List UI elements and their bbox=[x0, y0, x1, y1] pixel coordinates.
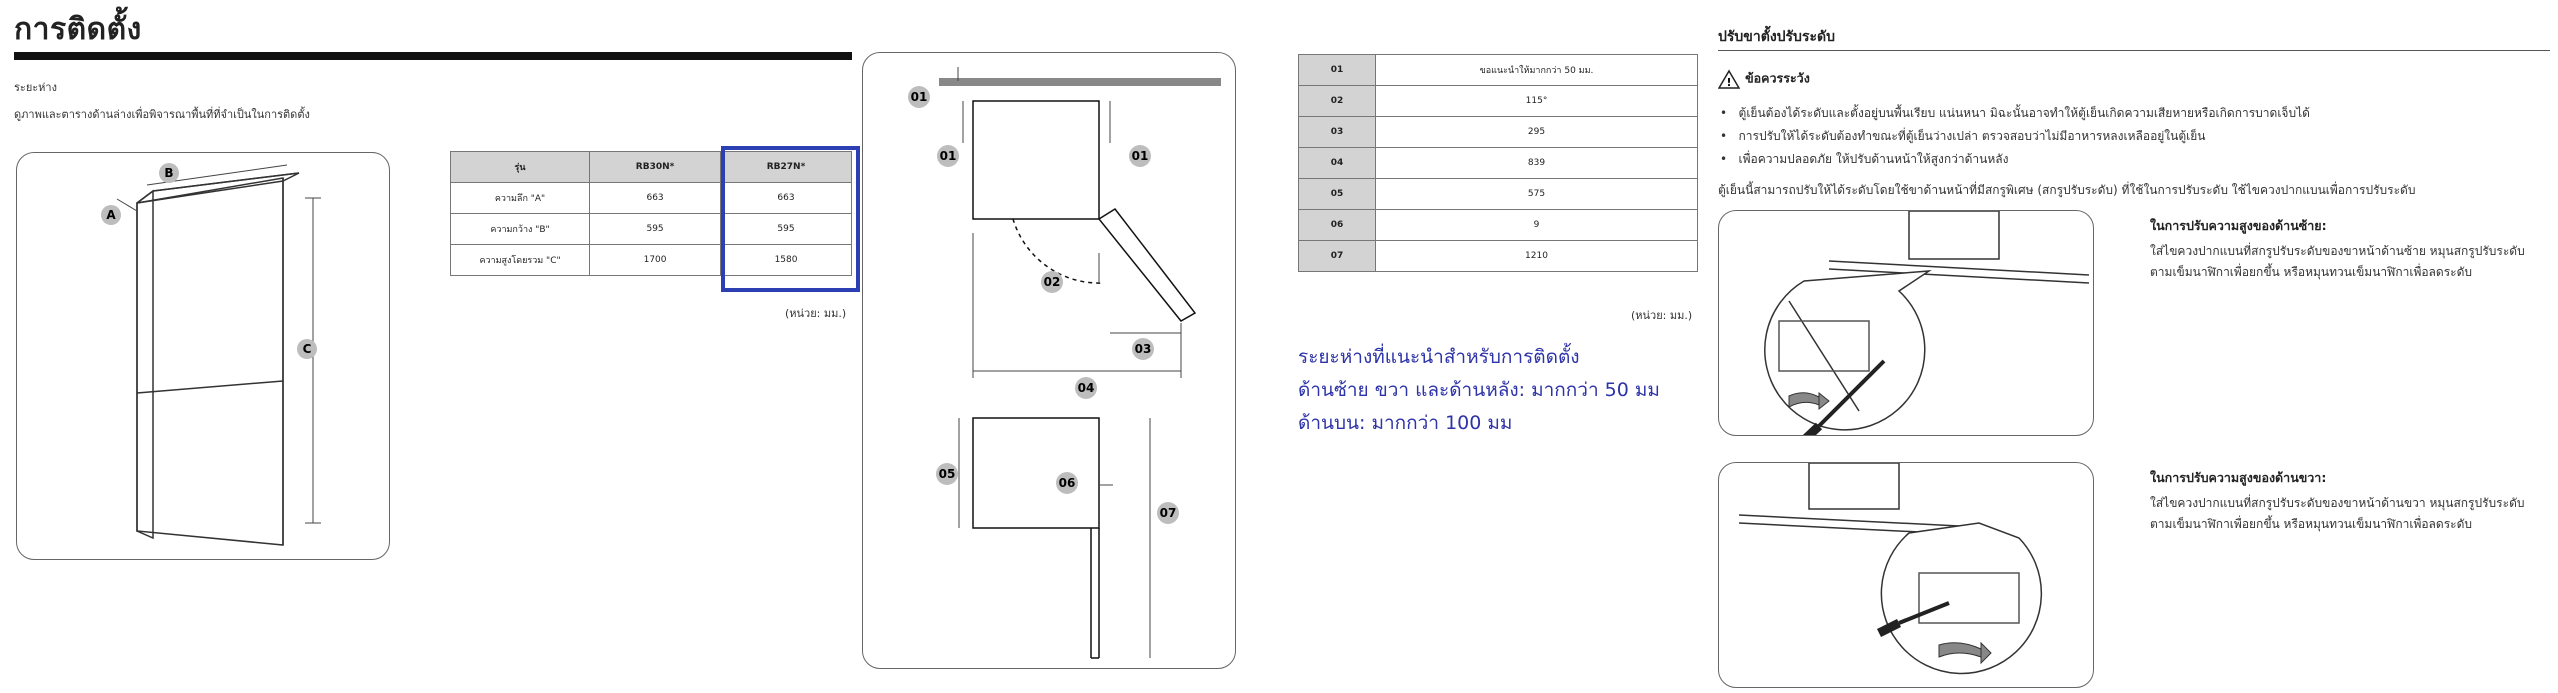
caution-bullet-text: การปรับให้ได้ระดับต้องทำขณะที่ตู้เย็นว่างเปล่า ตรวจสอบว่าไม่มีอาหารหลงเหลืออยู่ในตู้เย็น bbox=[1738, 129, 2206, 143]
table-row bbox=[1299, 241, 1698, 272]
table-cell: ความลึก "A" bbox=[451, 183, 590, 214]
diagram-label-text: 07 bbox=[1159, 506, 1177, 520]
table-cell: 03 bbox=[1299, 117, 1376, 148]
right-adjust-line-1: ใส่ไขควงปากแบนที่สกรูปรับระดับของขาหน้าด้านขวา หมุนสกรูปรับระดับ bbox=[2150, 496, 2525, 510]
table-row bbox=[1299, 117, 1698, 148]
diagram-label-text: 01 bbox=[910, 90, 928, 104]
caution-bullet-1: • ตู้เย็นต้องได้ระดับและตั้งอยู่บนพื้นเรียบ แน่นหนา มิฉะนั้นอาจทำให้ตู้เย็นเกิดความเสียหายหรือเกิดการบาดเจ็บได้ bbox=[1720, 106, 2310, 120]
left-leveling-illustration bbox=[1718, 210, 2094, 436]
title-rule bbox=[14, 52, 852, 60]
svg-text:!: ! bbox=[1726, 75, 1732, 89]
left-leveling-drawing bbox=[1719, 211, 2093, 435]
clearance-table bbox=[1298, 54, 1698, 272]
unit-note: (หน่วย: มม.) bbox=[785, 307, 847, 320]
caution-bullet-3: • เพื่อความปลอดภัย ให้ปรับด้านหน้าให้สูงกว่าด้านหลัง bbox=[1720, 152, 2009, 166]
table-cell: 06 bbox=[1299, 210, 1376, 241]
dimension-label-c bbox=[297, 339, 317, 359]
diagram-label-text: 05 bbox=[938, 467, 956, 481]
table-header-cell: RB30N* bbox=[590, 152, 721, 183]
table-cell: 295 bbox=[1376, 117, 1698, 148]
diagram-label-01-left bbox=[937, 145, 959, 167]
right-leveling-drawing bbox=[1719, 463, 2093, 687]
warning-icon bbox=[1718, 69, 1740, 89]
diagram-label-07 bbox=[1157, 502, 1179, 524]
clearance-heading: ระยะห่าง bbox=[14, 81, 57, 94]
diagram-label-03 bbox=[1132, 338, 1154, 360]
clearance-drawing bbox=[863, 53, 1235, 668]
leveling-intro: ตู้เย็นนี้สามารถปรับให้ได้ระดับโดยใช้ขาด้านหน้าที่มีสกรูพิเศษ (สกรูปรับระดับ) ที่ใช้ในการปรับระดับ ใช้ไขควงปากแบนเพื่อการปรับระดับ bbox=[1718, 183, 2416, 197]
highlight-box bbox=[721, 146, 860, 292]
diagram-label-text: 06 bbox=[1058, 476, 1076, 490]
fridge-label-a: A bbox=[106, 208, 116, 222]
right-adjust-line-2: ตามเข็มนาฬิกาเพื่อยกขึ้น หรือหมุนทวนเข็มนาฬิกาเพื่อลดระดับ bbox=[2150, 517, 2473, 531]
table-cell: 02 bbox=[1299, 86, 1376, 117]
caution-header bbox=[1718, 68, 1810, 89]
diagram-label-06 bbox=[1056, 472, 1078, 494]
table-cell: 595 bbox=[590, 214, 721, 245]
page-title: การติดตั้ง bbox=[14, 12, 142, 47]
diagram-label-04 bbox=[1075, 377, 1097, 399]
table-header-cell: RB27N* bbox=[721, 152, 852, 183]
table-cell: ความสูงโดยรวม "C" bbox=[451, 245, 590, 276]
dimension-label-a bbox=[101, 205, 121, 225]
table-header-cell: รุ่น bbox=[451, 152, 590, 183]
caution-bullet-text: ตู้เย็นต้องได้ระดับและตั้งอยู่บนพื้นเรียบ แน่นหนา มิฉะนั้นอาจทำให้ตู้เย็นเกิดความเสียหายหรือเกิดการบาดเจ็บได้ bbox=[1738, 106, 2310, 120]
table-cell: 9 bbox=[1376, 210, 1698, 241]
diagram-label-text: 01 bbox=[1131, 149, 1149, 163]
table-cell: 05 bbox=[1299, 179, 1376, 210]
right-leveling-illustration bbox=[1718, 462, 2094, 688]
fridge-dimension-panel bbox=[16, 152, 390, 560]
clearance-description: ดูภาพและตารางด้านล่างเพื่อพิจารณาพื้นที่ที่จำเป็นในการติดตั้ง bbox=[14, 108, 310, 121]
table-row bbox=[1299, 86, 1698, 117]
table-cell: 663 bbox=[590, 183, 721, 214]
clearance-unit-note: (หน่วย: มม.) bbox=[1631, 309, 1693, 322]
diagram-label-text: 01 bbox=[939, 149, 957, 163]
table-cell: 663 bbox=[721, 183, 852, 214]
table-cell: 839 bbox=[1376, 148, 1698, 179]
right-adjust-title: ในการปรับความสูงของด้านขวา: bbox=[2150, 470, 2327, 485]
diagram-label-05 bbox=[936, 463, 958, 485]
caution-bullet-2: • การปรับให้ได้ระดับต้องทำขณะที่ตู้เย็นว่างเปล่า ตรวจสอบว่าไม่มีอาหารหลงเหลืออยู่ในตู้เย็น bbox=[1720, 129, 2206, 143]
clearance-diagram-panel bbox=[862, 52, 1236, 669]
diagram-label-02 bbox=[1041, 271, 1063, 293]
left-adjust-title: ในการปรับความสูงของด้านซ้าย: bbox=[2150, 218, 2327, 233]
fridge-label-b: B bbox=[164, 166, 174, 180]
table-cell: 1580 bbox=[721, 245, 852, 276]
table-cell: 1210 bbox=[1376, 241, 1698, 272]
table-row bbox=[1299, 210, 1698, 241]
diagram-label-01-right bbox=[1129, 145, 1151, 167]
table-cell: 01 bbox=[1299, 55, 1376, 86]
table-cell: ความกว้าง "B" bbox=[451, 214, 590, 245]
table-row bbox=[1299, 179, 1698, 210]
table-cell: 07 bbox=[1299, 241, 1376, 272]
table-cell: 1700 bbox=[590, 245, 721, 276]
caution-title: ข้อควรระวัง bbox=[1745, 70, 1810, 86]
table-cell: 575 bbox=[1376, 179, 1698, 210]
diagram-label-text: 03 bbox=[1134, 342, 1152, 356]
fridge-dimension-drawing bbox=[17, 153, 389, 559]
table-row bbox=[1299, 148, 1698, 179]
fridge-label-c: C bbox=[302, 342, 312, 356]
leveling-title: ปรับขาตั้งปรับระดับ bbox=[1718, 29, 1835, 45]
recommend-line-3: ด้านบน: มากกว่า 100 มม bbox=[1298, 412, 1513, 434]
table-cell: 115° bbox=[1376, 86, 1698, 117]
leveling-rule bbox=[1718, 50, 2550, 51]
table-cell: ขอแนะนำให้มากกว่า 50 มม. bbox=[1376, 55, 1698, 86]
recommend-line-2: ด้านซ้าย ขวา และด้านหลัง: มากกว่า 50 มม bbox=[1298, 379, 1660, 401]
diagram-label-text: 02 bbox=[1043, 275, 1061, 289]
table-cell: 595 bbox=[721, 214, 852, 245]
left-adjust-line-1: ใส่ไขควงปากแบนที่สกรูปรับระดับของขาหน้าด้านซ้าย หมุนสกรูปรับระดับ bbox=[2150, 244, 2525, 258]
left-adjust-line-2: ตามเข็มนาฬิกาเพื่อยกขึ้น หรือหมุนทวนเข็มนาฬิกาเพื่อลดระดับ bbox=[2150, 265, 2473, 279]
caution-bullet-text: เพื่อความปลอดภัย ให้ปรับด้านหน้าให้สูงกว่าด้านหลัง bbox=[1738, 152, 2009, 166]
table-row bbox=[1299, 55, 1698, 86]
recommend-line-1: ระยะห่างที่แนะนำสำหรับการติดตั้ง bbox=[1298, 346, 1580, 368]
dimension-label-b bbox=[159, 163, 179, 183]
diagram-label-01-top bbox=[908, 86, 930, 108]
table-cell: 04 bbox=[1299, 148, 1376, 179]
diagram-label-text: 04 bbox=[1077, 381, 1095, 395]
